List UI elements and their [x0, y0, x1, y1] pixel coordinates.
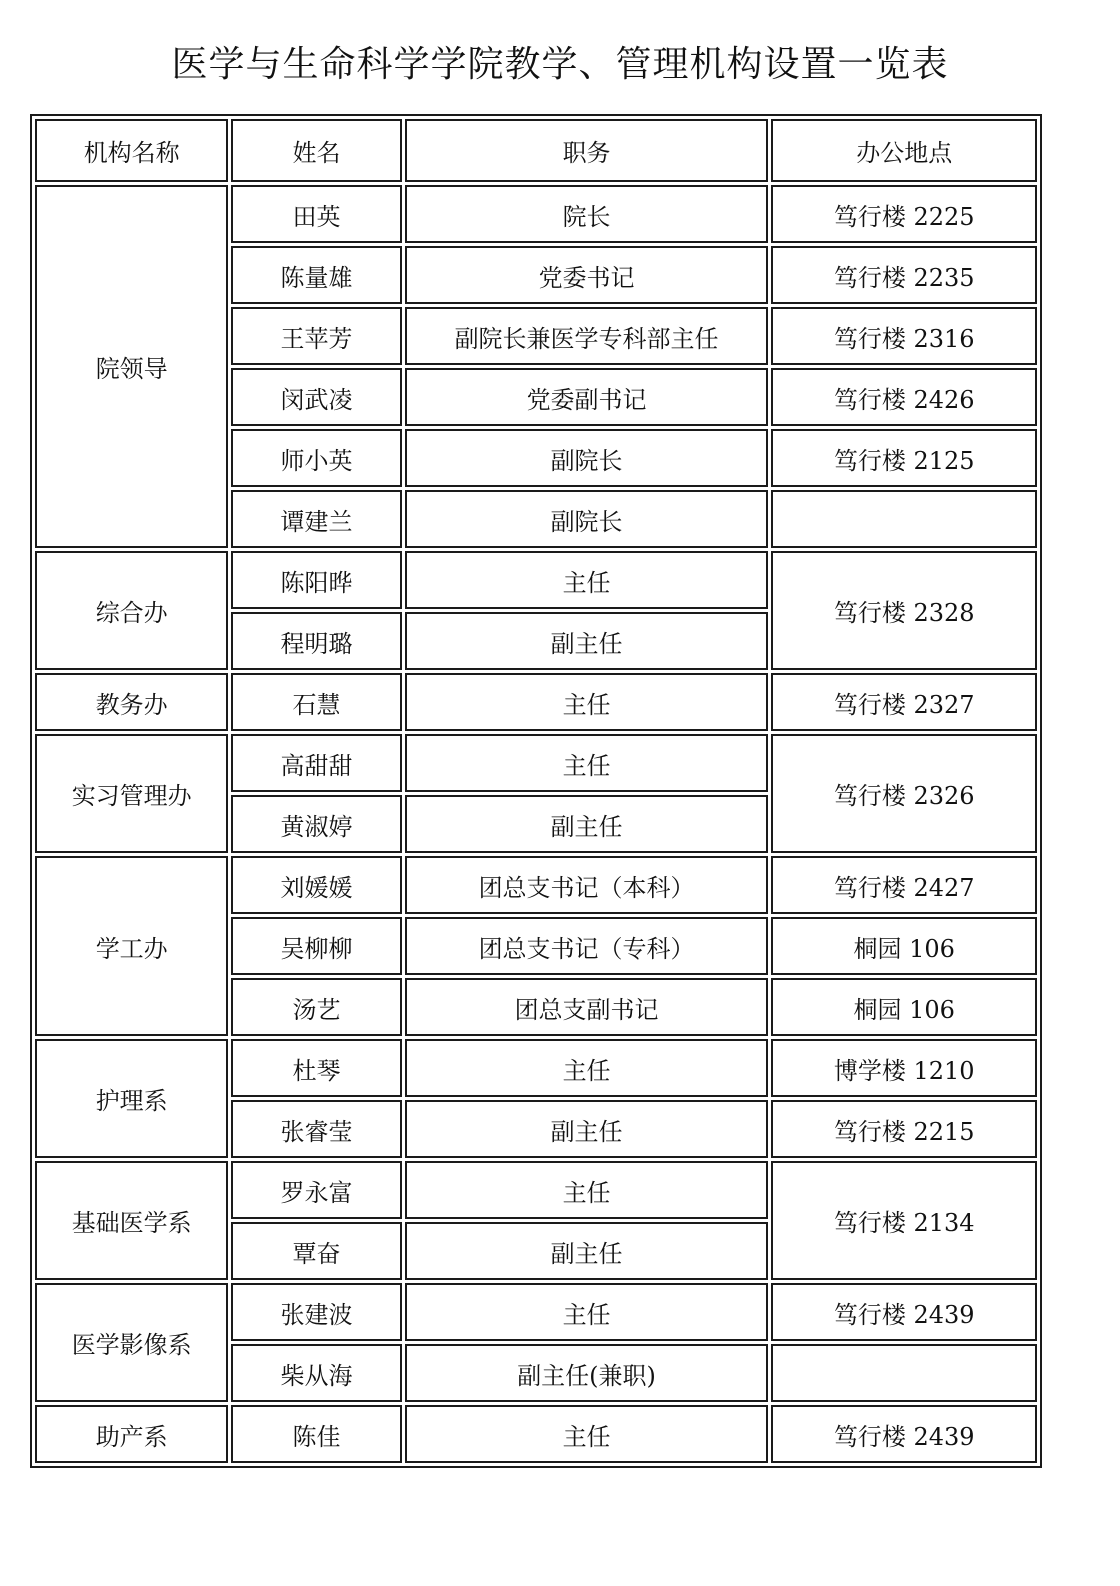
office-cell: 桐园 106	[771, 917, 1037, 975]
role-cell: 副院长	[405, 429, 769, 487]
name-cell: 石慧	[231, 673, 401, 731]
office-cell: 笃行楼 2327	[771, 673, 1037, 731]
org-cell: 基础医学系	[35, 1161, 228, 1280]
role-cell: 副主任	[405, 1222, 769, 1280]
name-cell: 张建波	[231, 1283, 401, 1341]
role-cell: 副主任	[405, 612, 769, 670]
name-cell: 师小英	[231, 429, 401, 487]
header-row	[35, 119, 1037, 182]
table-row	[35, 673, 1037, 731]
role-cell: 主任	[405, 1283, 769, 1341]
name-cell: 陈阳晔	[231, 551, 401, 609]
header-role: 职务	[405, 119, 769, 182]
office-cell: 笃行楼 2235	[771, 246, 1037, 304]
role-cell: 主任	[405, 734, 769, 792]
office-cell: 笃行楼 2427	[771, 856, 1037, 914]
role-cell: 副主任(兼职)	[405, 1344, 769, 1402]
org-cell: 教务办	[35, 673, 228, 731]
office-cell: 笃行楼 2439	[771, 1283, 1037, 1341]
table-row	[35, 1283, 1037, 1341]
name-cell: 陈佳	[231, 1405, 401, 1463]
header-org: 机构名称	[35, 119, 228, 182]
table-row	[35, 734, 1037, 792]
office-cell	[771, 490, 1037, 548]
office-cell: 笃行楼 2225	[771, 185, 1037, 243]
org-cell: 院领导	[35, 185, 228, 548]
office-cell: 笃行楼 2426	[771, 368, 1037, 426]
name-cell: 王苹芳	[231, 307, 401, 365]
header-name: 姓名	[231, 119, 401, 182]
table-row	[35, 1161, 1037, 1219]
name-cell: 程明璐	[231, 612, 401, 670]
name-cell: 汤艺	[231, 978, 401, 1036]
table-header	[35, 119, 1037, 182]
office-cell	[771, 1344, 1037, 1402]
role-cell: 主任	[405, 1039, 769, 1097]
role-cell: 主任	[405, 551, 769, 609]
name-cell: 刘媛媛	[231, 856, 401, 914]
name-cell: 陈量雄	[231, 246, 401, 304]
name-cell: 黄淑婷	[231, 795, 401, 853]
name-cell: 谭建兰	[231, 490, 401, 548]
office-cell: 博学楼 1210	[771, 1039, 1037, 1097]
name-cell: 田英	[231, 185, 401, 243]
role-cell: 副主任	[405, 1100, 769, 1158]
role-cell: 主任	[405, 1405, 769, 1463]
role-cell: 党委副书记	[405, 368, 769, 426]
office-cell: 笃行楼 2326	[771, 734, 1037, 853]
role-cell: 主任	[405, 1161, 769, 1219]
role-cell: 副主任	[405, 795, 769, 853]
table-row	[35, 856, 1037, 914]
name-cell: 吴柳柳	[231, 917, 401, 975]
office-cell: 笃行楼 2328	[771, 551, 1037, 670]
name-cell: 覃奋	[231, 1222, 401, 1280]
name-cell: 杜琴	[231, 1039, 401, 1097]
role-cell: 团总支书记（专科）	[405, 917, 769, 975]
org-cell: 助产系	[35, 1405, 228, 1463]
name-cell: 罗永富	[231, 1161, 401, 1219]
org-cell: 医学影像系	[35, 1283, 228, 1402]
office-cell: 笃行楼 2134	[771, 1161, 1037, 1280]
name-cell: 柴从海	[231, 1344, 401, 1402]
role-cell: 团总支书记（本科）	[405, 856, 769, 914]
office-cell: 笃行楼 2439	[771, 1405, 1037, 1463]
role-cell: 副院长兼医学专科部主任	[405, 307, 769, 365]
role-cell: 副院长	[405, 490, 769, 548]
role-cell: 团总支副书记	[405, 978, 769, 1036]
office-cell: 桐园 106	[771, 978, 1037, 1036]
org-cell: 护理系	[35, 1039, 228, 1158]
role-cell: 主任	[405, 673, 769, 731]
table-row	[35, 551, 1037, 609]
office-cell: 笃行楼 2316	[771, 307, 1037, 365]
name-cell: 闵武凌	[231, 368, 401, 426]
header-office: 办公地点	[771, 119, 1037, 182]
org-cell: 学工办	[35, 856, 228, 1036]
org-cell: 实习管理办	[35, 734, 228, 853]
table-row	[35, 185, 1037, 243]
role-cell: 党委书记	[405, 246, 769, 304]
name-cell: 张睿莹	[231, 1100, 401, 1158]
document-title: 医学与生命科学学院教学、管理机构设置一览表	[171, 44, 949, 85]
office-cell: 笃行楼 2215	[771, 1100, 1037, 1158]
name-cell: 高甜甜	[231, 734, 401, 792]
table-body	[35, 185, 1037, 1463]
table-row	[35, 1039, 1037, 1097]
table-row	[35, 1405, 1037, 1463]
org-cell: 综合办	[35, 551, 228, 670]
role-cell: 院长	[405, 185, 769, 243]
staff-table	[30, 114, 1042, 1468]
office-cell: 笃行楼 2125	[771, 429, 1037, 487]
